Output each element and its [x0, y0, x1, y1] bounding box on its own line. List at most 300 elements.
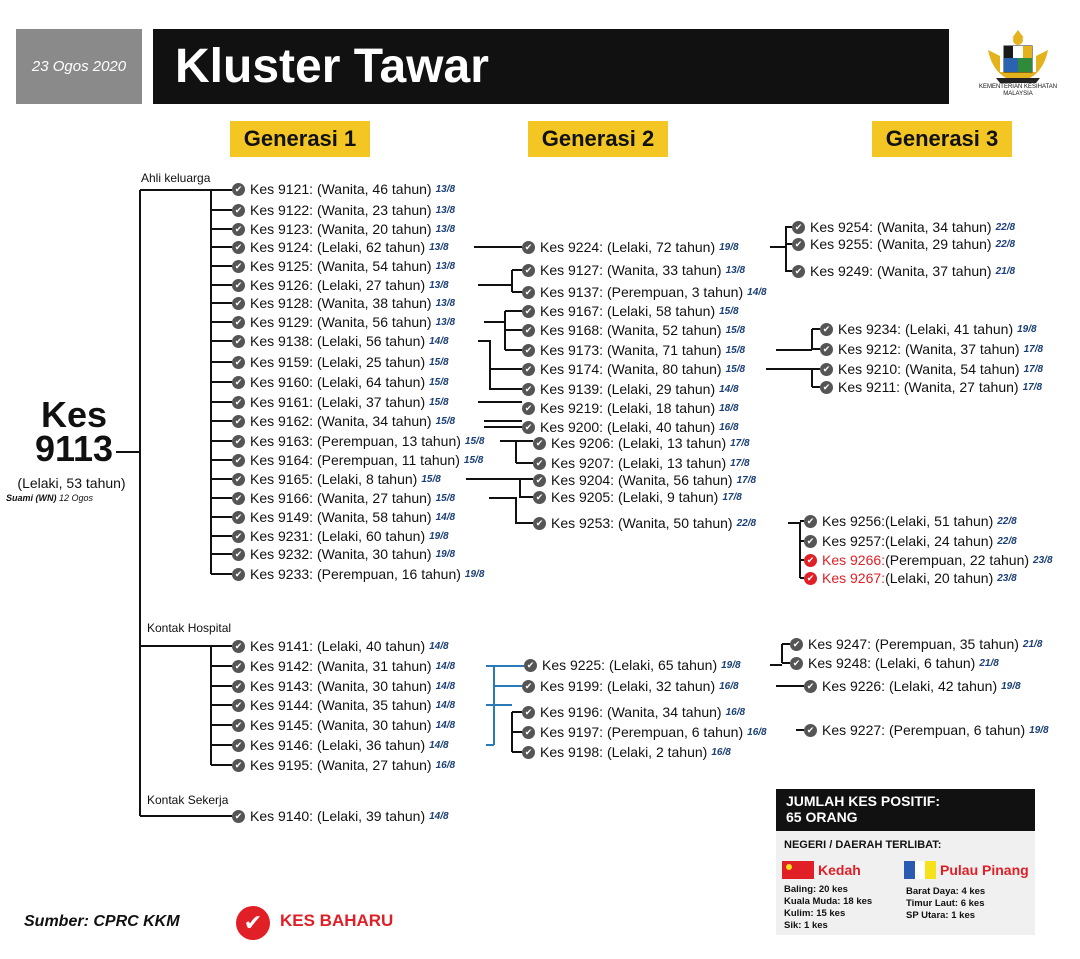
case-date: 17/8 — [1023, 343, 1044, 355]
check-icon: ✔ — [522, 363, 535, 376]
case-date: 19/8 — [721, 659, 741, 671]
check-icon: ✔ — [232, 356, 245, 369]
case-node — [804, 551, 1053, 569]
check-icon: ✔ — [232, 376, 245, 389]
case-date: 13/8 — [725, 264, 746, 276]
case-label: Kes 9227: (Perempuan, 6 tahun) — [822, 722, 1026, 738]
case-date: 17/8 — [736, 474, 757, 486]
check-icon: ✔ — [522, 286, 535, 299]
check-icon: ✔ — [232, 739, 245, 752]
case-node — [522, 238, 739, 256]
case-date: 15/8 — [725, 324, 746, 336]
case-date: 13/8 — [435, 223, 456, 235]
case-node — [524, 656, 741, 674]
case-date: 14/8 — [429, 640, 449, 652]
case-label: Kes 9160: (Lelaki, 64 tahun) — [250, 374, 426, 390]
case-date: 19/8 — [464, 568, 485, 580]
case-node — [522, 723, 767, 741]
case-date: 13/8 — [435, 297, 456, 309]
case-date: 15/8 — [421, 473, 441, 485]
case-node — [522, 360, 745, 378]
check-icon: ✔ — [533, 491, 546, 504]
connector-line — [478, 270, 522, 292]
case-label: Kes 9219: (Lelaki, 18 tahun) — [540, 400, 716, 416]
case-node — [820, 320, 1037, 338]
summary-count: 65 ORANG — [786, 809, 858, 825]
case-label: Kes 9167: (Lelaki, 58 tahun) — [540, 303, 716, 319]
pulau-pinang-districts — [906, 886, 985, 922]
case-node — [820, 378, 1042, 396]
case-date: 21/8 — [979, 657, 999, 669]
case-date: 14/8 — [435, 719, 456, 731]
check-icon: ✔ — [524, 659, 537, 672]
check-icon: ✔ — [522, 324, 535, 337]
case-date: 16/8 — [747, 726, 767, 738]
case-date: 22/8 — [736, 517, 757, 529]
case-label: Kes 9249: (Wanita, 37 tahun) — [810, 263, 992, 279]
case-node — [522, 399, 739, 417]
case-node — [232, 716, 455, 734]
case-label: Kes 9212: (Wanita, 37 tahun) — [838, 341, 1020, 357]
case-label: Kes 9226: (Lelaki, 42 tahun) — [822, 678, 998, 694]
case-label: Kes 9138: (Lelaki, 56 tahun) — [250, 333, 426, 349]
case-node — [522, 380, 739, 398]
check-icon: ✔ — [522, 421, 535, 434]
case-node — [533, 434, 750, 452]
new-case-check-icon: ✔ — [236, 906, 270, 940]
case-node — [792, 262, 1015, 280]
check-icon: ✔ — [790, 638, 803, 651]
state-pulau-pinang — [904, 861, 1029, 879]
case-node — [232, 313, 455, 331]
source-label: Sumber: CPRC KKM — [24, 913, 180, 930]
check-icon: ✔ — [522, 680, 535, 693]
check-icon: ✔ — [232, 640, 245, 653]
case-label: Kes 9257:(Lelaki, 24 tahun) — [822, 533, 994, 549]
check-icon: ✔ — [804, 535, 817, 548]
case-date: 22/8 — [995, 238, 1016, 250]
state-name: Pulau Pinang — [940, 862, 1029, 878]
case-date: 23/8 — [997, 572, 1017, 584]
case-node — [232, 294, 455, 312]
case-label: Kes 9142: (Wanita, 31 tahun) — [250, 658, 432, 674]
case-date: 19/8 — [429, 530, 449, 542]
group-hospital-label: Kontak Hospital — [147, 621, 232, 635]
connector-line — [486, 666, 524, 745]
date-label: 23 Ogos 2020 — [16, 29, 142, 104]
connector-line — [484, 421, 522, 427]
case-node — [232, 657, 455, 675]
check-icon: ✔ — [522, 344, 535, 357]
state-kedah — [782, 861, 861, 879]
case-node — [522, 261, 745, 279]
case-label: Kes 9146: (Lelaki, 36 tahun) — [250, 737, 426, 753]
case-node — [232, 180, 455, 198]
case-node — [232, 276, 449, 294]
case-node — [522, 302, 739, 320]
pulau-pinang-flag-icon — [904, 861, 936, 879]
case-date: 14/8 — [435, 660, 456, 672]
summary-panel — [776, 831, 1035, 935]
case-node — [232, 332, 449, 350]
check-icon: ✔ — [820, 343, 833, 356]
case-date: 13/8 — [429, 279, 449, 291]
case-label: Kes 9124: (Lelaki, 62 tahun) — [250, 239, 426, 255]
root-case-desc: (Lelaki, 53 tahun) — [17, 475, 126, 491]
connector-line — [466, 479, 533, 497]
connector-line — [766, 369, 820, 387]
case-node — [820, 340, 1043, 358]
case-node — [232, 637, 449, 655]
case-node — [232, 470, 441, 488]
connector-line — [512, 712, 522, 752]
check-icon: ✔ — [522, 241, 535, 254]
generation-3-label: Generasi 3 — [872, 121, 1012, 157]
case-label: Kes 9256:(Lelaki, 51 tahun) — [822, 513, 994, 529]
case-date: 14/8 — [429, 335, 449, 347]
check-icon: ✔ — [232, 699, 245, 712]
case-node — [533, 471, 756, 489]
district-row: Baling: 20 kes — [784, 884, 848, 895]
case-date: 15/8 — [429, 396, 449, 408]
ministry-name: KEMENTERIAN KESIHATAN MALAYSIA — [978, 84, 1058, 97]
new-case-check-icon: ✔ — [804, 554, 817, 567]
case-date: 16/8 — [435, 759, 456, 771]
case-node — [232, 373, 449, 391]
case-node — [804, 532, 1017, 550]
case-label: Kes 9225: (Lelaki, 65 tahun) — [542, 657, 718, 673]
case-label: Kes 9254: (Wanita, 34 tahun) — [810, 219, 992, 235]
case-date: 13/8 — [429, 241, 449, 253]
check-icon: ✔ — [522, 726, 535, 739]
case-label: Kes 9210: (Wanita, 54 tahun) — [838, 361, 1020, 377]
check-icon: ✔ — [522, 706, 535, 719]
case-date: 15/8 — [719, 305, 739, 317]
check-icon: ✔ — [232, 660, 245, 673]
case-label: Kes 9141: (Lelaki, 40 tahun) — [250, 638, 426, 654]
check-icon: ✔ — [820, 363, 833, 376]
connector-line — [788, 521, 804, 578]
case-date: 13/8 — [435, 316, 456, 328]
check-icon: ✔ — [533, 517, 546, 530]
case-node — [522, 703, 745, 721]
case-node — [232, 756, 455, 774]
case-date: 22/8 — [995, 221, 1016, 233]
case-date: 14/8 — [747, 286, 767, 298]
check-icon: ✔ — [522, 383, 535, 396]
case-label: Kes 9231: (Lelaki, 60 tahun) — [250, 528, 426, 544]
case-node — [232, 736, 449, 754]
case-detail: (Lelaki, 20 tahun) — [885, 570, 994, 586]
case-date: 15/8 — [435, 415, 456, 427]
case-date: 15/8 — [429, 356, 449, 368]
connector-line — [500, 441, 533, 463]
case-node — [804, 721, 1049, 739]
check-icon: ✔ — [820, 323, 833, 336]
district-row: Kuala Muda: 18 kes — [784, 896, 873, 907]
case-node — [232, 432, 484, 450]
case-label: Kes 9195: (Wanita, 27 tahun) — [250, 757, 432, 773]
case-label: Kes 9121: (Wanita, 46 tahun) — [250, 181, 432, 197]
check-icon: ✔ — [232, 223, 245, 236]
case-label: Kes 9166: (Wanita, 27 tahun) — [250, 490, 432, 506]
case-date: 19/8 — [719, 241, 739, 253]
kedah-flag-icon — [782, 861, 814, 879]
case-date: 19/8 — [1001, 680, 1021, 692]
case-node — [232, 393, 449, 411]
root-note-role: Suami (WN) — [6, 493, 57, 503]
generation-2-label: Generasi 2 — [528, 121, 668, 157]
case-date: 16/8 — [725, 706, 746, 718]
check-icon: ✔ — [522, 402, 535, 415]
check-icon: ✔ — [790, 657, 803, 670]
case-label: Kes 9143: (Wanita, 30 tahun) — [250, 678, 432, 694]
case-label: Kes 9159: (Lelaki, 25 tahun) — [250, 354, 426, 370]
case-date: 19/8 — [435, 548, 456, 560]
case-date: 14/8 — [719, 383, 739, 395]
check-icon: ✔ — [804, 515, 817, 528]
case-label: Kes 9140: (Lelaki, 39 tahun) — [250, 808, 426, 824]
case-date: 19/8 — [1017, 323, 1037, 335]
case-label: Kes 9164: (Perempuan, 11 tahun) — [250, 452, 460, 468]
case-date: 16/8 — [719, 421, 739, 433]
case-label: Kes 9174: (Wanita, 80 tahun) — [540, 361, 722, 377]
case-label: Kes 9267: — [822, 570, 886, 586]
check-icon: ✔ — [232, 204, 245, 217]
case-date: 15/8 — [725, 344, 746, 356]
case-node — [232, 353, 449, 371]
check-icon: ✔ — [533, 437, 546, 450]
case-label: Kes 9128: (Wanita, 38 tahun) — [250, 295, 432, 311]
case-label: Kes 9234: (Lelaki, 41 tahun) — [838, 321, 1014, 337]
state-name: Kedah — [818, 862, 861, 878]
case-node — [792, 235, 1015, 253]
case-date: 21/8 — [995, 265, 1016, 277]
case-label: Kes 9204: (Wanita, 56 tahun) — [551, 472, 733, 488]
case-node — [232, 201, 455, 219]
summary-header — [776, 789, 1035, 831]
case-node — [804, 569, 1017, 587]
case-node — [804, 512, 1017, 530]
case-node — [232, 508, 455, 526]
case-date: 17/8 — [730, 437, 750, 449]
case-node — [792, 218, 1015, 236]
connector-line — [770, 227, 792, 271]
case-date: 19/8 — [1029, 724, 1049, 736]
check-icon: ✔ — [792, 221, 805, 234]
case-label: Kes 9168: (Wanita, 52 tahun) — [540, 322, 722, 338]
check-icon: ✔ — [232, 241, 245, 254]
check-icon: ✔ — [232, 511, 245, 524]
case-node — [533, 488, 742, 506]
case-label: Kes 9224: (Lelaki, 72 tahun) — [540, 239, 716, 255]
case-node — [232, 412, 455, 430]
case-node — [232, 677, 455, 695]
root-note-date: 12 Ogos — [59, 493, 94, 503]
case-label: Kes 9232: (Wanita, 30 tahun) — [250, 546, 432, 562]
case-label: Kes 9161: (Lelaki, 37 tahun) — [250, 394, 426, 410]
check-icon: ✔ — [820, 381, 833, 394]
case-label: Kes 9125: (Wanita, 54 tahun) — [250, 258, 432, 274]
check-icon: ✔ — [232, 335, 245, 348]
case-label: Kes 9137: (Perempuan, 3 tahun) — [540, 284, 744, 300]
kedah-districts — [784, 884, 872, 932]
check-icon: ✔ — [232, 473, 245, 486]
case-date: 17/8 — [1023, 363, 1044, 375]
case-node — [790, 654, 999, 672]
check-icon: ✔ — [232, 530, 245, 543]
check-icon: ✔ — [522, 746, 535, 759]
case-node — [522, 743, 731, 761]
check-icon: ✔ — [232, 415, 245, 428]
case-date: 15/8 — [463, 454, 484, 466]
check-icon: ✔ — [232, 680, 245, 693]
case-label: Kes 9248: (Lelaki, 6 tahun) — [808, 655, 976, 671]
connector-line — [770, 644, 790, 665]
case-label: Kes 9145: (Wanita, 30 tahun) — [250, 717, 432, 733]
check-icon: ✔ — [232, 183, 245, 196]
case-date: 13/8 — [435, 204, 456, 216]
check-icon: ✔ — [232, 568, 245, 581]
check-icon: ✔ — [232, 759, 245, 772]
case-label: Kes 9129: (Wanita, 56 tahun) — [250, 314, 432, 330]
case-label: Kes 9233: (Perempuan, 16 tahun) — [250, 566, 461, 582]
case-label: Kes 9126: (Lelaki, 27 tahun) — [250, 277, 426, 293]
case-label: Kes 9199: (Lelaki, 32 tahun) — [540, 678, 716, 694]
case-date: 14/8 — [435, 511, 456, 523]
case-label: Kes 9253: (Wanita, 50 tahun) — [551, 515, 733, 531]
case-date: 13/8 — [435, 260, 456, 272]
case-date: 15/8 — [435, 492, 456, 504]
case-label: Kes 9123: (Wanita, 20 tahun) — [250, 221, 432, 237]
check-icon: ✔ — [232, 548, 245, 561]
check-icon: ✔ — [232, 435, 245, 448]
case-date: 21/8 — [1022, 638, 1043, 650]
case-node — [232, 220, 455, 238]
case-node — [232, 545, 455, 563]
case-node — [522, 677, 739, 695]
district-row: Barat Daya: 4 kes — [906, 886, 986, 897]
case-node — [232, 489, 455, 507]
case-node — [232, 451, 483, 469]
case-date: 17/8 — [730, 457, 750, 469]
check-icon: ✔ — [232, 260, 245, 273]
case-node — [804, 677, 1021, 695]
new-case-legend: KES BAHARU — [280, 911, 394, 930]
district-row: Sik: 1 kes — [784, 920, 828, 931]
case-node — [232, 257, 455, 275]
case-label: Kes 9198: (Lelaki, 2 tahun) — [540, 744, 708, 760]
case-node — [522, 283, 767, 301]
check-icon: ✔ — [232, 492, 245, 505]
case-date: 14/8 — [435, 699, 456, 711]
case-date: 15/8 — [464, 435, 485, 447]
check-icon: ✔ — [232, 810, 245, 823]
case-label: Kes 9196: (Wanita, 34 tahun) — [540, 704, 722, 720]
case-date: 15/8 — [725, 363, 746, 375]
generation-1-label: Generasi 1 — [230, 121, 370, 157]
case-node — [790, 635, 1042, 653]
case-label: Kes 9197: (Perempuan, 6 tahun) — [540, 724, 744, 740]
check-icon: ✔ — [533, 474, 546, 487]
case-date: 17/8 — [1022, 381, 1043, 393]
connector-line — [478, 341, 522, 389]
connector-line — [489, 498, 533, 523]
case-date: 14/8 — [429, 739, 449, 751]
case-date: 14/8 — [429, 810, 449, 822]
connector-line — [776, 329, 820, 350]
case-node — [232, 565, 484, 583]
case-node — [522, 321, 745, 339]
district-row: SP Utara: 1 kes — [906, 910, 976, 921]
case-date: 18/8 — [719, 402, 739, 414]
check-icon: ✔ — [792, 265, 805, 278]
case-label: Kes 9266: — [822, 552, 886, 568]
case-label: Kes 9173: (Wanita, 71 tahun) — [540, 342, 722, 358]
case-label: Kes 9163: (Perempuan, 13 tahun) — [250, 433, 461, 449]
case-node — [533, 514, 756, 532]
case-label: Kes 9122: (Wanita, 23 tahun) — [250, 202, 432, 218]
check-icon: ✔ — [232, 454, 245, 467]
case-label: Kes 9162: (Wanita, 34 tahun) — [250, 413, 432, 429]
check-icon: ✔ — [522, 264, 535, 277]
district-row: Timur Laut: 6 kes — [906, 898, 985, 909]
case-label: Kes 9206: (Lelaki, 13 tahun) — [551, 435, 727, 451]
check-icon: ✔ — [232, 396, 245, 409]
case-date: 16/8 — [711, 746, 731, 758]
case-node — [232, 527, 449, 545]
check-icon: ✔ — [232, 316, 245, 329]
check-icon: ✔ — [533, 457, 546, 470]
case-node — [820, 360, 1043, 378]
case-node — [232, 807, 449, 825]
check-icon: ✔ — [232, 279, 245, 292]
case-date: 23/8 — [1033, 554, 1053, 566]
case-label: Kes 9144: (Wanita, 35 tahun) — [250, 697, 432, 713]
check-icon: ✔ — [232, 719, 245, 732]
case-detail: (Perempuan, 22 tahun) — [885, 552, 1030, 568]
case-label: Kes 9247: (Perempuan, 35 tahun) — [808, 636, 1019, 652]
root-case-kes: Kes — [40, 394, 108, 435]
case-label: Kes 9127: (Wanita, 33 tahun) — [540, 262, 722, 278]
case-date: 22/8 — [997, 515, 1017, 527]
page-title: Kluster Tawar — [153, 29, 949, 104]
case-node — [232, 696, 455, 714]
case-date: 15/8 — [429, 376, 449, 388]
case-node — [232, 238, 449, 256]
negeri-label: NEGERI / DAERAH TERLIBAT: — [784, 839, 942, 851]
check-icon: ✔ — [522, 305, 535, 318]
case-label: Kes 9139: (Lelaki, 29 tahun) — [540, 381, 716, 397]
group-work-label: Kontak Sekerja — [147, 793, 229, 807]
case-date: 17/8 — [722, 491, 742, 503]
case-node — [533, 454, 750, 472]
case-date: 14/8 — [435, 680, 456, 692]
case-label: Kes 9165: (Lelaki, 8 tahun) — [250, 471, 418, 487]
check-icon: ✔ — [804, 724, 817, 737]
check-icon: ✔ — [232, 297, 245, 310]
case-label: Kes 9149: (Wanita, 58 tahun) — [250, 509, 432, 525]
check-icon: ✔ — [804, 680, 817, 693]
root-case-id: 9113 — [34, 428, 114, 469]
case-node — [522, 341, 745, 359]
case-label: Kes 9211: (Wanita, 27 tahun) — [838, 379, 1019, 395]
case-label: Kes 9205: (Lelaki, 9 tahun) — [551, 489, 719, 505]
case-date: 13/8 — [435, 183, 456, 195]
case-label: Kes 9255: (Wanita, 29 tahun) — [810, 236, 992, 252]
district-row: Kulim: 15 kes — [784, 908, 846, 919]
case-label: Kes 9200: (Lelaki, 40 tahun) — [540, 419, 716, 435]
